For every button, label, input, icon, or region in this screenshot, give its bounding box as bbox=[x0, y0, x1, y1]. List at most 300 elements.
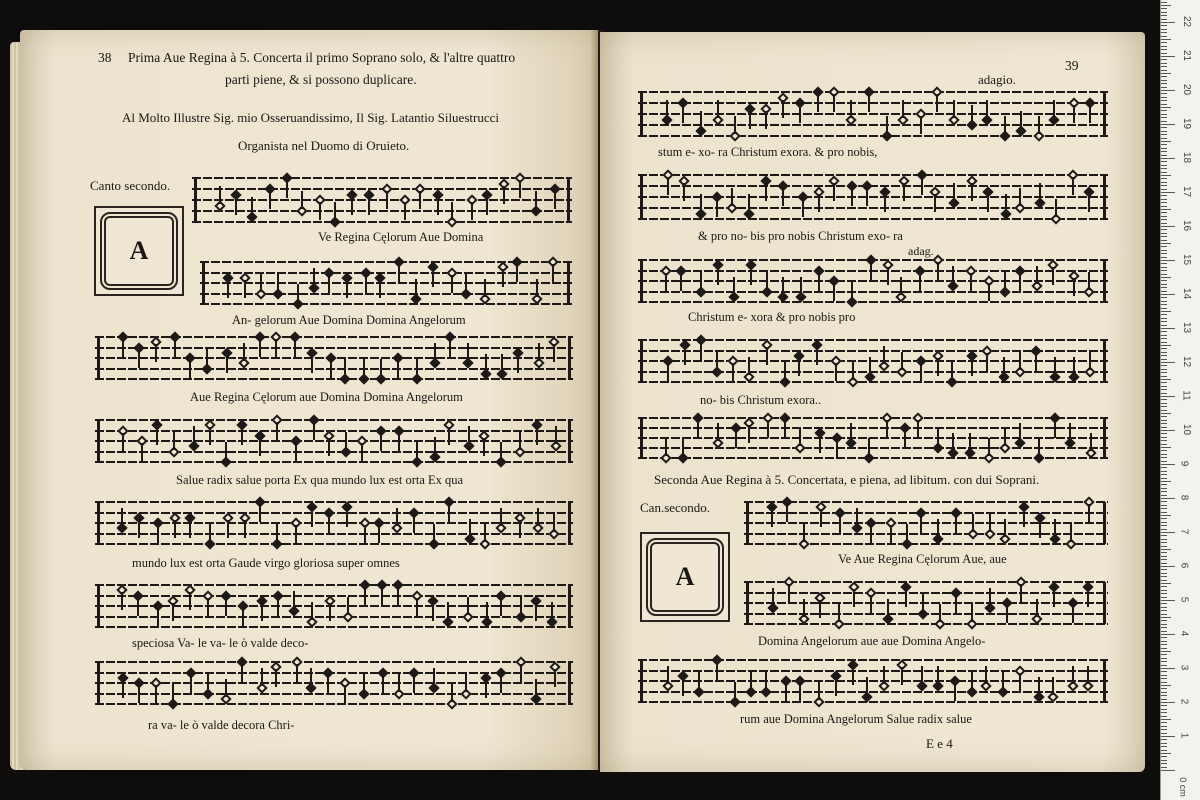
note-stem bbox=[682, 105, 684, 123]
note-stem bbox=[553, 344, 555, 362]
music-staff bbox=[638, 340, 1108, 382]
note-stem bbox=[500, 442, 502, 460]
note-stem bbox=[313, 422, 315, 440]
ruler-tick bbox=[1161, 212, 1167, 213]
note-stem bbox=[155, 685, 157, 703]
lyric-line: Ve Regina Cęlorum Aue Domina bbox=[318, 230, 484, 244]
note-stem bbox=[716, 352, 718, 370]
ruler-tick bbox=[1161, 427, 1167, 428]
ruler-tick bbox=[1161, 382, 1167, 383]
note-stem bbox=[985, 666, 987, 684]
lyric-line: mundo lux est orta Gaude virgo gloriosa super omnes bbox=[132, 556, 400, 570]
ruler-tick bbox=[1161, 709, 1167, 710]
note-stem bbox=[920, 116, 922, 134]
note-stem bbox=[799, 683, 801, 701]
ruler-tick bbox=[1161, 478, 1167, 479]
note-stem bbox=[750, 672, 752, 690]
ruler-tick bbox=[1161, 240, 1167, 241]
note-stem bbox=[1038, 438, 1040, 456]
ruler-number: 22 bbox=[1181, 15, 1193, 28]
open-book bbox=[10, 30, 1145, 780]
music-staff bbox=[638, 175, 1108, 219]
note-stem bbox=[1054, 357, 1056, 375]
note-stem bbox=[297, 284, 299, 302]
note-stem bbox=[398, 433, 400, 451]
note-stem bbox=[953, 183, 955, 201]
note-stem bbox=[485, 354, 487, 372]
note-stem bbox=[886, 116, 888, 134]
note-stem bbox=[380, 433, 382, 451]
ruler-tick bbox=[1161, 376, 1167, 377]
note-stem bbox=[368, 197, 370, 215]
note-stem bbox=[465, 274, 467, 292]
note-stem bbox=[901, 352, 903, 370]
note-stem bbox=[413, 515, 415, 533]
note-stem bbox=[698, 672, 700, 690]
note-stem bbox=[784, 420, 786, 438]
ruler-number: 17 bbox=[1181, 185, 1193, 198]
note-stem bbox=[767, 420, 769, 438]
note-stem bbox=[921, 666, 923, 684]
lyric-line: Salue radix salue porta Ex qua mundo lux est orta Ex qua bbox=[176, 473, 464, 487]
note-stem bbox=[986, 353, 988, 371]
note-stem bbox=[936, 94, 938, 112]
note-stem bbox=[667, 363, 669, 381]
ruler-tick bbox=[1161, 29, 1167, 30]
ruler-tick bbox=[1161, 699, 1167, 700]
ruler-tick bbox=[1161, 702, 1175, 703]
ruler-tick bbox=[1161, 756, 1167, 757]
ruler-tick bbox=[1161, 175, 1171, 176]
lyric-line: & pro no- bis pro nobis Christum exo- ra bbox=[698, 229, 903, 243]
note-stem bbox=[716, 199, 718, 217]
music-staff bbox=[95, 337, 573, 379]
note-stem bbox=[934, 194, 936, 212]
note-stem bbox=[138, 520, 140, 538]
note-stem bbox=[1073, 357, 1075, 375]
note-stem bbox=[788, 584, 790, 602]
note-stem bbox=[381, 587, 383, 605]
ruler-tick bbox=[1161, 328, 1175, 329]
initial-letter-left: A bbox=[129, 236, 149, 265]
note-stem bbox=[989, 588, 991, 606]
note-stem bbox=[1019, 423, 1021, 441]
note-stem bbox=[137, 598, 139, 616]
bar-line bbox=[1103, 502, 1106, 544]
note-stem bbox=[988, 438, 990, 456]
ruler-tick bbox=[1161, 127, 1167, 128]
note-stem bbox=[955, 595, 957, 613]
note-stem bbox=[906, 524, 908, 542]
note-stem bbox=[121, 508, 123, 526]
note-stem bbox=[697, 420, 699, 438]
ruler-tick bbox=[1161, 736, 1175, 737]
note-stem bbox=[404, 202, 406, 220]
ruler-tick bbox=[1161, 155, 1167, 156]
ruler-tick bbox=[1161, 654, 1167, 655]
note-stem bbox=[276, 422, 278, 440]
note-stem bbox=[818, 682, 820, 700]
ruler-tick bbox=[1161, 739, 1167, 740]
note-stem bbox=[396, 508, 398, 526]
ruler-tick bbox=[1161, 138, 1167, 139]
ruler-tick bbox=[1161, 189, 1167, 190]
note-stem bbox=[986, 100, 988, 118]
staff-line bbox=[95, 693, 573, 695]
ruler-tick bbox=[1161, 19, 1167, 20]
note-stem bbox=[1019, 673, 1021, 691]
staff-line bbox=[95, 584, 573, 586]
staff-line bbox=[95, 419, 573, 421]
ruler-tick bbox=[1161, 338, 1167, 339]
ruler-tick bbox=[1161, 56, 1175, 57]
note-stem bbox=[276, 524, 278, 542]
note-stem bbox=[937, 519, 939, 537]
note-stem bbox=[803, 524, 805, 542]
note-stem bbox=[765, 183, 767, 201]
note-stem bbox=[851, 282, 853, 300]
title-line-1: Prima Aue Regina à 5. Concerta il primo Soprano solo, & l'altre quattro bbox=[128, 50, 516, 65]
note-stem bbox=[536, 279, 538, 297]
clef-icon bbox=[640, 340, 653, 382]
note-stem bbox=[346, 509, 348, 527]
ruler-tick bbox=[1161, 236, 1167, 237]
note-stem bbox=[502, 269, 504, 287]
ruler-tick bbox=[1161, 386, 1167, 387]
ruler-tick bbox=[1161, 437, 1167, 438]
note-stem bbox=[379, 280, 381, 298]
note-stem bbox=[785, 683, 787, 701]
ruler-tick bbox=[1161, 760, 1167, 761]
note-stem bbox=[157, 525, 159, 543]
note-stem bbox=[259, 438, 261, 456]
note-stem bbox=[1052, 267, 1054, 285]
music-staff bbox=[192, 178, 572, 222]
note-stem bbox=[1054, 420, 1056, 438]
ruler-tick bbox=[1161, 284, 1167, 285]
music-staff bbox=[200, 262, 572, 304]
note-stem bbox=[225, 442, 227, 460]
note-stem bbox=[295, 443, 297, 461]
note-stem bbox=[816, 347, 818, 365]
ruler-number: 9 bbox=[1178, 460, 1190, 467]
ruler-number: 15 bbox=[1181, 253, 1193, 266]
staff-line bbox=[638, 360, 1108, 362]
note-stem bbox=[172, 603, 174, 621]
note-stem bbox=[519, 432, 521, 450]
bar-line bbox=[1103, 175, 1106, 219]
staff-line bbox=[638, 113, 1108, 115]
note-stem bbox=[850, 423, 852, 441]
note-stem bbox=[437, 197, 439, 215]
note-stem bbox=[853, 589, 855, 607]
note-stem bbox=[535, 603, 537, 621]
ruler-tick bbox=[1161, 515, 1171, 516]
note-stem bbox=[277, 598, 279, 616]
note-stem bbox=[157, 608, 159, 626]
ruler-tick bbox=[1161, 331, 1167, 332]
dedication-line-2: Organista nel Duomo di Oruieto. bbox=[238, 138, 410, 153]
ruler-tick bbox=[1161, 229, 1167, 230]
bar-line bbox=[568, 502, 571, 544]
ruler-tick bbox=[1161, 80, 1167, 81]
staff-line bbox=[95, 347, 573, 349]
note-stem bbox=[952, 433, 954, 451]
ruler-tick bbox=[1161, 464, 1175, 465]
ruler-tick bbox=[1161, 484, 1167, 485]
note-stem bbox=[122, 680, 124, 698]
note-stem bbox=[363, 359, 365, 377]
ruler-tick bbox=[1161, 151, 1167, 152]
ruler-tick bbox=[1161, 243, 1171, 244]
ruler-tick bbox=[1161, 49, 1167, 50]
right-page bbox=[600, 32, 1145, 772]
note-stem bbox=[241, 427, 243, 445]
decorated-initial-left bbox=[94, 206, 184, 296]
note-stem bbox=[275, 339, 277, 357]
note-stem bbox=[971, 672, 973, 690]
ruler-tick bbox=[1161, 532, 1175, 533]
note-stem bbox=[886, 420, 888, 438]
ruler-tick bbox=[1161, 410, 1167, 411]
ruler-tick bbox=[1161, 678, 1167, 679]
note-stem bbox=[189, 360, 191, 378]
staff-line bbox=[638, 174, 1108, 176]
note-stem bbox=[243, 343, 245, 361]
music-staff bbox=[638, 260, 1108, 302]
ruler-tick bbox=[1161, 467, 1167, 468]
ruler-tick bbox=[1161, 253, 1167, 254]
note-stem bbox=[311, 602, 313, 620]
note-stem bbox=[260, 274, 262, 292]
ruler-tick bbox=[1161, 586, 1167, 587]
bar-line bbox=[568, 585, 571, 627]
ruler-tick bbox=[1161, 348, 1167, 349]
ruler-tick bbox=[1161, 729, 1167, 730]
staff-line bbox=[638, 339, 1108, 341]
ruler-tick bbox=[1161, 566, 1175, 567]
note-stem bbox=[483, 438, 485, 456]
measurement-ruler bbox=[1160, 0, 1200, 800]
ruler-tick bbox=[1161, 685, 1171, 686]
ruler-tick bbox=[1161, 144, 1167, 145]
note-stem bbox=[451, 202, 453, 220]
ruler-tick bbox=[1161, 192, 1175, 193]
ruler-tick bbox=[1161, 12, 1167, 13]
note-stem bbox=[717, 100, 719, 118]
note-stem bbox=[1052, 677, 1054, 695]
ruler-number: 13 bbox=[1181, 321, 1193, 334]
note-stem bbox=[382, 675, 384, 693]
staff-line bbox=[638, 301, 1108, 303]
note-stem bbox=[971, 604, 973, 622]
ruler-tick bbox=[1161, 93, 1167, 94]
note-stem bbox=[206, 349, 208, 367]
ruler-tick bbox=[1161, 280, 1167, 281]
voice-label-left: Canto secondo. bbox=[90, 178, 171, 193]
note-stem bbox=[1019, 273, 1021, 291]
note-stem bbox=[451, 684, 453, 702]
note-stem bbox=[516, 264, 518, 282]
staff-line bbox=[638, 417, 1108, 419]
note-stem bbox=[517, 355, 519, 373]
note-stem bbox=[921, 177, 923, 195]
note-stem bbox=[536, 427, 538, 445]
note-stem bbox=[361, 443, 363, 461]
note-stem bbox=[866, 677, 868, 695]
note-stem bbox=[485, 680, 487, 698]
note-stem bbox=[734, 116, 736, 134]
note-stem bbox=[666, 100, 668, 118]
note-stem bbox=[1004, 519, 1006, 537]
ruler-tick bbox=[1161, 495, 1167, 496]
ruler-tick bbox=[1161, 682, 1167, 683]
note-stem bbox=[987, 194, 989, 212]
ruler-tick bbox=[1161, 396, 1175, 397]
staff-line bbox=[638, 670, 1108, 672]
ruler-tick bbox=[1161, 454, 1167, 455]
ruler-tick bbox=[1161, 301, 1167, 302]
note-stem bbox=[311, 355, 313, 373]
note-stem bbox=[717, 267, 719, 285]
note-stem bbox=[484, 279, 486, 297]
note-stem bbox=[261, 668, 263, 686]
note-stem bbox=[1053, 589, 1055, 607]
note-stem bbox=[501, 354, 503, 372]
dedication-line-1: Al Molto Illustre Sig. mio Osseruandissimo, Il Sig. Latantio Siluestrucci bbox=[122, 110, 499, 125]
note-stem bbox=[819, 600, 821, 618]
note-stem bbox=[890, 525, 892, 543]
ruler-tick bbox=[1161, 311, 1171, 312]
staff-line bbox=[95, 501, 573, 503]
ruler-tick bbox=[1161, 223, 1167, 224]
note-stem bbox=[520, 597, 522, 615]
note-stem bbox=[782, 188, 784, 206]
note-stem bbox=[700, 272, 702, 290]
note-stem bbox=[917, 420, 919, 438]
ruler-tick bbox=[1161, 393, 1167, 394]
ruler-tick bbox=[1161, 359, 1167, 360]
ruler-tick bbox=[1161, 634, 1175, 635]
ruler-number: 5 bbox=[1178, 596, 1190, 603]
note-stem bbox=[765, 111, 767, 129]
staff-line bbox=[95, 616, 573, 618]
note-stem bbox=[346, 280, 348, 298]
ruler-tick bbox=[1161, 590, 1167, 591]
lyric-line: Christum e- xora & pro nobis pro bbox=[688, 310, 856, 324]
ruler-tick bbox=[1161, 53, 1167, 54]
ruler-tick bbox=[1161, 325, 1167, 326]
ruler-tick bbox=[1161, 525, 1167, 526]
note-stem bbox=[244, 280, 246, 298]
ruler-number: 2 bbox=[1178, 698, 1190, 705]
note-stem bbox=[735, 430, 737, 448]
note-stem bbox=[1088, 194, 1090, 212]
note-stem bbox=[700, 194, 702, 212]
note-stem bbox=[520, 664, 522, 682]
ruler-tick bbox=[1161, 614, 1167, 615]
note-stem bbox=[680, 273, 682, 291]
staff-line bbox=[744, 623, 1108, 625]
note-stem bbox=[447, 602, 449, 620]
ruler-tick bbox=[1161, 556, 1167, 557]
note-stem bbox=[328, 515, 330, 533]
ruler-tick bbox=[1161, 263, 1167, 264]
note-stem bbox=[344, 359, 346, 377]
bar-line bbox=[568, 337, 571, 379]
note-stem bbox=[748, 357, 750, 375]
note-stem bbox=[682, 438, 684, 456]
ruler-tick bbox=[1161, 134, 1167, 135]
ruler-tick bbox=[1161, 100, 1167, 101]
note-stem bbox=[294, 339, 296, 357]
note-stem bbox=[920, 363, 922, 381]
bar-line bbox=[1103, 340, 1106, 382]
note-stem bbox=[1005, 194, 1007, 212]
ruler-tick bbox=[1161, 743, 1167, 744]
note-stem bbox=[833, 94, 835, 112]
note-stem bbox=[665, 438, 667, 456]
staff-line bbox=[638, 185, 1108, 187]
note-stem bbox=[451, 275, 453, 293]
note-stem bbox=[952, 266, 954, 284]
ruler-tick bbox=[1161, 117, 1167, 118]
note-stem bbox=[749, 111, 751, 129]
note-stem bbox=[866, 188, 868, 206]
bar-line bbox=[568, 420, 571, 462]
note-stem bbox=[870, 595, 872, 613]
note-stem bbox=[286, 180, 288, 198]
ruler-tick bbox=[1161, 746, 1167, 747]
note-stem bbox=[484, 524, 486, 542]
note-stem bbox=[900, 277, 902, 295]
ruler-number: 19 bbox=[1181, 117, 1193, 130]
note-stem bbox=[667, 177, 669, 195]
note-stem bbox=[717, 423, 719, 441]
note-stem bbox=[1055, 199, 1057, 217]
staff-line bbox=[638, 207, 1108, 209]
note-stem bbox=[870, 262, 872, 280]
note-stem bbox=[851, 188, 853, 206]
ruler-tick bbox=[1161, 318, 1167, 319]
note-stem bbox=[397, 587, 399, 605]
note-stem bbox=[1038, 677, 1040, 695]
music-staff bbox=[95, 420, 573, 462]
lyric-line: stum e- xo- ra Christum exora. & pro nobis, bbox=[658, 145, 878, 159]
ruler-tick bbox=[1161, 481, 1171, 482]
ruler-tick bbox=[1161, 114, 1167, 115]
lyric-line: speciosa Va- le va- le ò valde deco- bbox=[132, 636, 309, 650]
note-stem bbox=[1070, 524, 1072, 542]
clef-icon bbox=[97, 662, 110, 704]
ruler-tick bbox=[1161, 712, 1167, 713]
ruler-tick bbox=[1161, 457, 1167, 458]
note-stem bbox=[1088, 272, 1090, 290]
note-stem bbox=[835, 678, 837, 696]
note-stem bbox=[329, 603, 331, 621]
note-stem bbox=[937, 666, 939, 684]
note-stem bbox=[261, 603, 263, 621]
note-stem bbox=[378, 525, 380, 543]
clef-icon bbox=[746, 502, 759, 544]
lyric-line: rum aue Domina Angelorum Salue radix salue bbox=[740, 712, 972, 726]
note-stem bbox=[155, 344, 157, 362]
note-stem bbox=[833, 283, 835, 301]
note-stem bbox=[852, 362, 854, 380]
clef-icon bbox=[194, 178, 207, 222]
ruler-tick bbox=[1161, 185, 1167, 186]
note-stem bbox=[334, 202, 336, 220]
